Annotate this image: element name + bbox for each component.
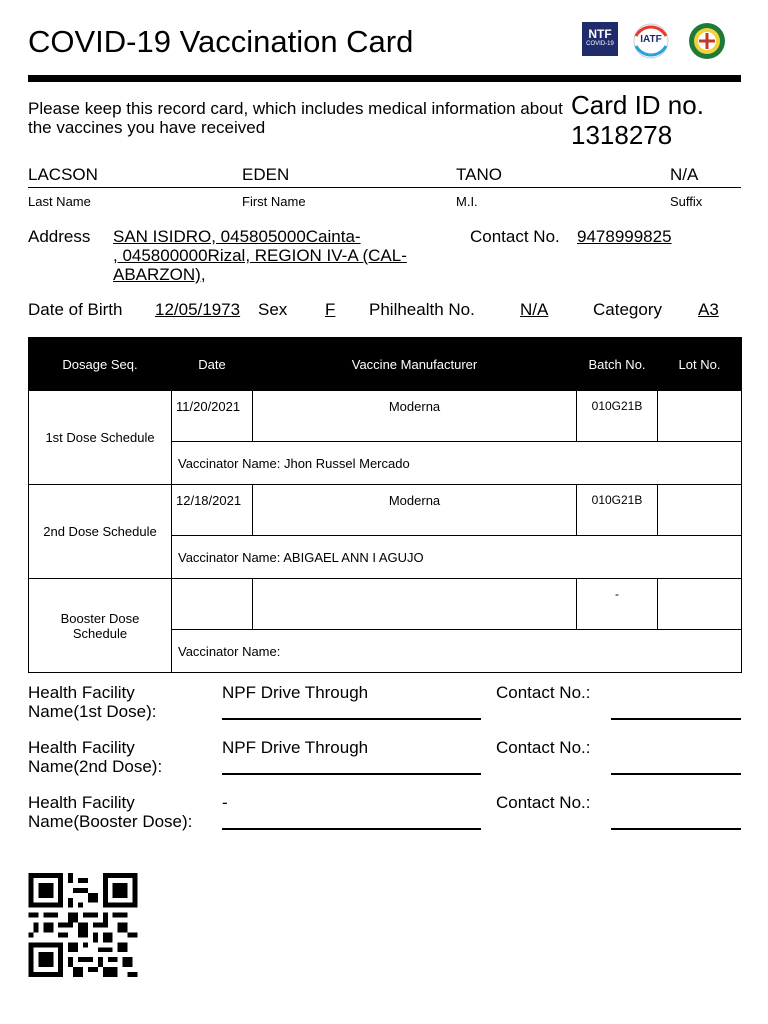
facility-name-underline	[222, 828, 481, 830]
doh-seal-logo	[688, 22, 726, 60]
facility-name-underline	[222, 773, 481, 775]
dose-schedule: 2nd Dose Schedule	[29, 485, 172, 579]
facility-label	[28, 738, 162, 776]
dose-lot	[658, 485, 742, 536]
facility-contact-underline	[611, 828, 741, 830]
facility-contact-underline	[611, 773, 741, 775]
address-label: Address	[28, 227, 91, 246]
page-title: COVID-19 Vaccination Card	[28, 24, 414, 59]
facility-contact-label: Contact No.:	[496, 738, 591, 757]
dose-manufacturer: Moderna	[253, 391, 577, 442]
ntf-logo-subtext: COVID-19	[586, 41, 614, 47]
dose-date: 12/18/2021	[172, 485, 253, 536]
contact-value: 9478999825	[577, 227, 672, 246]
address-line-2: , 045800000Rizal, REGION IV-A (CAL-	[113, 246, 407, 265]
dose-lot	[658, 579, 742, 630]
ntf-logo-text: NTF	[588, 27, 612, 41]
header-lot-no: Lot No.	[658, 338, 742, 391]
card-id	[571, 90, 704, 150]
facility-contact-label: Contact No.:	[496, 683, 591, 702]
dose-date	[172, 579, 253, 630]
qr-code	[28, 873, 138, 977]
contact-label: Contact No.	[470, 227, 560, 246]
category-value: A3	[698, 300, 719, 319]
first-name-value: EDEN	[242, 165, 290, 184]
first-name-label: First Name	[242, 194, 306, 209]
facility-label	[28, 793, 192, 831]
last-name-value: LACSON	[28, 165, 98, 184]
facility-label-line-2: Name(2nd Dose):	[28, 757, 163, 776]
address-line-1: SAN ISIDRO, 045805000Cainta-	[113, 227, 361, 246]
dose-manufacturer	[253, 579, 577, 630]
dose-date: 11/20/2021	[172, 391, 253, 442]
header-divider	[28, 75, 741, 82]
facility-name-value: -	[222, 793, 228, 812]
vaccinator-name: Vaccinator Name: ABIGAEL ANN I AGUJO	[172, 536, 742, 579]
facility-label-line-1: Health Facility	[28, 793, 135, 812]
facility-label	[28, 683, 156, 721]
logos	[580, 22, 730, 62]
header-batch-no: Batch No.	[577, 338, 658, 391]
philhealth-value: N/A	[520, 300, 549, 319]
philhealth-label: Philhealth No.	[369, 300, 475, 319]
dose-schedule: 1st Dose Schedule	[29, 391, 172, 485]
dose-batch: 010G21B	[577, 485, 658, 536]
table-row	[29, 579, 742, 630]
dose-manufacturer: Moderna	[253, 485, 577, 536]
dose-batch: -	[577, 579, 658, 630]
header-date: Date	[172, 338, 253, 391]
card-id-value: 1318278	[571, 120, 673, 150]
dose-table	[28, 337, 742, 673]
category-label: Category	[593, 300, 662, 319]
middle-initial-value: TANO	[456, 165, 502, 184]
dose-batch: 010G21B	[577, 391, 658, 442]
last-name-label: Last Name	[28, 194, 91, 209]
facility-name-underline	[222, 718, 481, 720]
facility-name-value: NPF Drive Through	[222, 683, 369, 702]
address-value	[113, 227, 453, 284]
dob-label: Date of Birth	[28, 300, 123, 319]
suffix-value: N/A	[670, 165, 699, 184]
ntf-logo	[582, 22, 618, 56]
record-notice: Please keep this record card, which includes medical information about the vaccines you have received	[28, 99, 563, 137]
iatf-logo-text: IATF	[640, 34, 662, 45]
suffix-label: Suffix	[670, 194, 703, 209]
card-id-label: Card ID no.	[571, 90, 704, 120]
dose-schedule: Booster Dose Schedule	[29, 579, 172, 673]
facility-contact-underline	[611, 718, 741, 720]
sex-label: Sex	[258, 300, 288, 319]
vaccinator-name: Vaccinator Name: Jhon Russel Mercado	[172, 442, 742, 485]
table-row	[29, 391, 742, 442]
sex-value: F	[325, 300, 336, 319]
facility-contact-label: Contact No.:	[496, 793, 591, 812]
dob-value: 12/05/1973	[155, 300, 241, 319]
name-underline	[28, 187, 741, 188]
vaccinator-name: Vaccinator Name:	[172, 630, 742, 673]
address-line-3: ABARZON),	[113, 265, 206, 284]
header-dosage-seq: Dosage Seq.	[29, 338, 172, 391]
facility-label-line-2: Name(Booster Dose):	[28, 812, 193, 831]
iatf-logo	[628, 22, 674, 60]
table-row	[29, 485, 742, 536]
facility-label-line-2: Name(1st Dose):	[28, 702, 157, 721]
dose-lot	[658, 391, 742, 442]
facility-name-value: NPF Drive Through	[222, 738, 369, 757]
facility-label-line-1: Health Facility	[28, 738, 135, 757]
middle-initial-label: M.I.	[456, 194, 478, 209]
facility-label-line-1: Health Facility	[28, 683, 135, 702]
header-manufacturer: Vaccine Manufacturer	[253, 338, 577, 391]
dose-table-header	[29, 338, 742, 391]
